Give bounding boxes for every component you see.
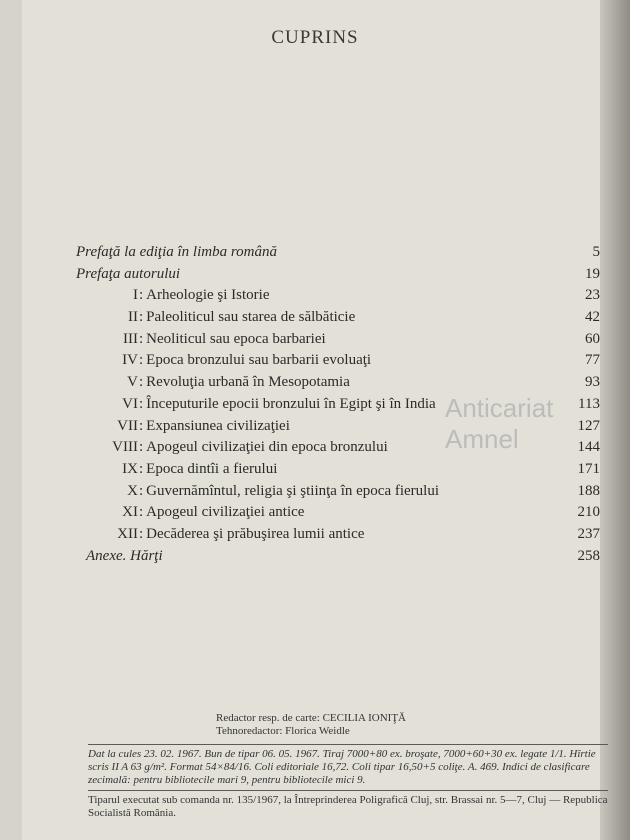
toc-chapter-number: V [127, 374, 138, 391]
toc-separator: : [139, 330, 144, 347]
toc-entry-title: Expansiunea civilizaţiei [146, 417, 290, 434]
imprint-redactor: Redactor resp. de carte: CECILIA IONIŢĂ [216, 712, 406, 724]
imprint-divider [88, 744, 608, 745]
toc-page-number: 144 [577, 439, 600, 456]
toc-chapter-number: II [128, 309, 138, 326]
toc-page-number: 93 [585, 374, 600, 391]
toc-entry-title: Guvernămîntul, religia şi ştiinţa în epoca fierului [146, 482, 440, 499]
toc-entry-title: Prefaţă la ediţia în limba română [76, 244, 277, 260]
toc-page-number: 19 [585, 265, 600, 282]
toc-entry [70, 459, 600, 481]
toc-entry-title: Începuturile epocii bronzului în Egipt şi în India [146, 395, 436, 412]
toc-separator: : [139, 504, 144, 521]
toc-page-number: 237 [577, 525, 600, 542]
toc-page-number: 23 [585, 287, 600, 304]
page-binding-shadow [0, 0, 22, 840]
toc-page-number: 60 [585, 330, 600, 347]
toc-entry [70, 350, 600, 372]
toc-separator: : [139, 439, 144, 456]
toc-chapter-number: XII [117, 525, 138, 542]
toc-page-number: 127 [577, 417, 600, 434]
watermark: Anticariat Amnel [445, 393, 554, 454]
toc-page-number: 188 [577, 482, 600, 499]
toc-entry [70, 264, 600, 286]
toc-page-number: 77 [585, 352, 600, 369]
toc-entry-title: Anexe. Hărţi [86, 547, 163, 564]
imprint-details: Dat la cules 23. 02. 1967. Bun de tipar 06. 05. 1967. Tiraj 7000+80 ex. broşate, 7000+60+30 ex. legate 1/1. Hîrtie scris II A 63 g/m². Format 54×84/16. Coli editoriale 16,72. Coli tipar 16,50+5 coliţe. A. 469. Indici de clasificare zecimală: pentru bibliotecile mari 9, pentru bibliotecile mici 9. [88, 748, 596, 786]
toc-entry-title: Prefaţa autorului [76, 265, 181, 282]
toc-entry [70, 546, 600, 568]
toc-chapter-number: VI [122, 395, 138, 412]
toc-page-number: 171 [577, 460, 600, 477]
toc-entry [70, 307, 600, 329]
toc-entry [70, 502, 600, 524]
toc-page-number: 42 [585, 309, 600, 326]
page-title: CUPRINS [271, 27, 359, 48]
toc-chapter-number: VII [117, 417, 138, 434]
toc-page-number: 258 [577, 547, 600, 564]
toc-entry-title: Apogeul civilizaţiei din epoca bronzului [146, 439, 388, 456]
toc-chapter-number: I [133, 287, 138, 304]
toc-entry-title: Apogeul civilizaţiei antice [146, 504, 305, 521]
toc-chapter-number: IX [122, 460, 138, 477]
toc-entry [70, 481, 600, 503]
toc-entry-title: Arheologie şi Istorie [146, 287, 270, 304]
toc-page-number: 5 [592, 244, 600, 260]
toc-separator: : [139, 309, 144, 326]
toc-entry-title: Paleoliticul sau starea de sălbăticie [146, 309, 356, 326]
toc-separator: : [139, 460, 144, 477]
toc-entry-title: Neoliticul sau epoca barbariei [146, 330, 326, 347]
toc-chapter-number: X [127, 482, 138, 499]
toc-entry [70, 524, 600, 546]
toc-page-number: 210 [577, 504, 600, 521]
toc-entry [70, 329, 600, 351]
toc-entry [70, 242, 600, 264]
toc-page-number: 113 [578, 395, 600, 412]
toc-separator: : [139, 525, 144, 542]
toc-separator: : [139, 482, 144, 499]
toc-separator: : [139, 395, 144, 412]
toc-entry [70, 285, 600, 307]
toc-chapter-number: VIII [112, 439, 138, 456]
toc-separator: : [139, 287, 144, 304]
imprint-tehnoredactor: Tehnoredactor: Florica Weidle [216, 725, 350, 737]
toc-separator: : [139, 417, 144, 434]
imprint-divider [88, 790, 608, 791]
toc-separator: : [139, 374, 144, 391]
imprint-block [88, 712, 608, 820]
toc-chapter-number: IV [122, 352, 138, 369]
toc-separator: : [139, 352, 144, 369]
imprint-printer: Tiparul executat sub comanda nr. 135/1967, la Întreprinderea Poligrafică Cluj, str. Brassai nr. 5—7, Cluj — Republica Socialistă România. [88, 794, 608, 819]
toc-entry [70, 372, 600, 394]
toc-entry-title: Epoca dintîi a fierului [146, 460, 278, 477]
toc-entry-title: Decăderea şi prăbuşirea lumii antice [146, 525, 365, 542]
toc-chapter-number: XI [122, 504, 138, 521]
toc-entry-title: Revoluţia urbană în Mesopotamia [146, 374, 350, 391]
toc-chapter-number: III [123, 330, 138, 347]
toc-entry-title: Epoca bronzului sau barbarii evoluaţi [146, 352, 372, 369]
